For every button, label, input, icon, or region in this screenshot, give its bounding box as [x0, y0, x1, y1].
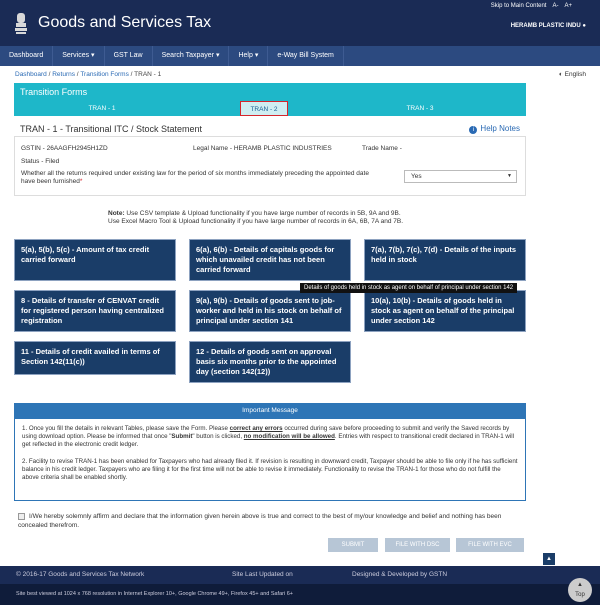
user-name: HERAMB PLASTIC INDU	[510, 23, 581, 29]
main-nav	[0, 46, 600, 66]
info-icon: i	[469, 126, 477, 134]
nav-search-taxpayer[interactable]: Search Taxpayer ▾	[153, 46, 230, 66]
message-emphasis-submit: Submit	[171, 433, 193, 440]
submit-button[interactable]: SUBMIT	[328, 538, 378, 552]
breadcrumb-transition-forms[interactable]: Transition Forms	[80, 71, 129, 78]
language-label: English	[564, 71, 586, 78]
site-header	[0, 0, 600, 46]
nav-dashboard[interactable]: Dashboard	[0, 46, 53, 66]
declaration-text: I/We hereby solemnly affirm and declare that the information given herein above is true and correct to the best of my/our knowledge and belief and nothing has been concealed therefrom.	[18, 513, 502, 529]
returns-question	[21, 170, 371, 186]
chevron-down-icon: ▼	[507, 173, 512, 179]
breadcrumb-returns[interactable]: Returns	[52, 71, 75, 78]
declaration	[18, 512, 518, 530]
upload-note	[108, 210, 403, 226]
font-increase-button[interactable]: A+	[564, 3, 572, 9]
transition-forms-panel	[14, 83, 526, 116]
user-menu[interactable]	[511, 23, 586, 29]
footer-designed: Designed & Developed by GSTN	[352, 571, 448, 578]
emblem-icon	[14, 11, 28, 36]
user-icon: ●	[582, 23, 586, 29]
footer-updated: Site Last Updated on	[232, 571, 293, 578]
important-message-title: Important Message	[14, 403, 526, 418]
message-paragraph-2: 2. Facility to revise TRAN-1 has been enabled for Taxpayers who had already filed it. If revision is resulting in downward credit, Taxpayer should be able to file only if he has sufficient balance in his credit ledger. Taxpayers who are filing it for the first time will not be able to revise it immediately. Functionality to revise the TRAN-1 for those who do not fulfill the above criteria shall be enabled shortly.	[22, 458, 518, 481]
file-with-evc-button[interactable]: FILE WITH EVC	[456, 538, 524, 552]
help-notes-label: Help Notes	[480, 124, 520, 133]
back-to-top-label: Top	[575, 592, 585, 598]
accessibility-bar	[491, 3, 572, 9]
nav-help[interactable]: Help ▾	[229, 46, 268, 66]
tile-table-7[interactable]: 7(a), 7(b), 7(c), 7(d) - Details of the inputs held in stock	[364, 239, 526, 281]
tile-table-9[interactable]: 9(a), 9(b) - Details of goods sent to job-worker and held in his stock on behalf of principal under section 141	[189, 290, 351, 332]
required-mark: *	[79, 178, 83, 185]
file-with-dsc-button[interactable]: FILE WITH DSC	[385, 538, 450, 552]
skip-link[interactable]: Skip to Main Content	[490, 3, 547, 9]
nav-gst-law[interactable]: GST Law	[105, 46, 153, 66]
nav-eway-bill[interactable]: e-Way Bill System	[268, 46, 344, 66]
tile-tooltip: Details of goods held in stock as agent on behalf of principal under section 142	[300, 283, 517, 293]
language-selector[interactable]	[559, 71, 586, 78]
chevron-up-icon: ▲	[577, 582, 583, 588]
trade-name: Trade Name -	[362, 145, 402, 152]
returns-furnished-select[interactable]	[404, 170, 517, 183]
taxpayer-details	[14, 136, 526, 196]
declaration-checkbox[interactable]	[18, 513, 25, 520]
back-to-top-button[interactable]	[568, 578, 592, 602]
tile-table-11[interactable]: 11 - Details of credit availed in terms of Section 142(11(c))	[14, 341, 176, 375]
message-text: 1. Once you fill the details in relevant Tables, please save the Form. Please	[22, 425, 230, 432]
breadcrumb-current: TRAN - 1	[134, 71, 162, 78]
font-decrease-button[interactable]: A-	[552, 3, 559, 9]
tile-table-5[interactable]: 5(a), 5(b), 5(c) - Amount of tax credit carried forward	[14, 239, 176, 281]
returns-question-text: Whether all the returns required under existing law for the period of six months immediately preceding the appointed date have been furnished	[21, 170, 369, 185]
panel-title: Transition Forms	[20, 87, 88, 97]
footer-best-viewed: Site best viewed at 1024 x 768 resolution in Internet Explorer 10+, Google Chrome 49+, Firefox 45+ and Safari 6+	[0, 584, 600, 605]
site-footer	[0, 566, 600, 584]
globe-icon: ◐	[558, 71, 563, 78]
breadcrumb: Dashboard / Returns / Transition Forms / TRAN - 1	[15, 71, 162, 78]
returns-furnished-value: Yes	[411, 173, 422, 180]
tab-tran-2[interactable]: TRAN - 2	[240, 101, 288, 116]
breadcrumb-bar	[0, 66, 600, 82]
message-emphasis-no-modification: no modification will be allowed	[243, 433, 335, 440]
footer-copyright: © 2016-17 Goods and Services Tax Network	[16, 571, 145, 578]
message-text: . Entries with respect to transitional credit declared in TRAN-1 will get reflected in the electronic credit ledger.	[22, 433, 514, 448]
message-text: " button is clicked,	[192, 433, 244, 440]
tile-table-6[interactable]: 6(a), 6(b) - Details of capitals goods for which unavailed credit has not been carried forward	[189, 239, 351, 281]
gstin: GSTIN - 26AAGFH2945H1ZD	[21, 145, 108, 152]
note-label: Note:	[108, 210, 125, 217]
important-message-body	[14, 418, 526, 501]
nav-services[interactable]: Services ▾	[53, 46, 104, 66]
status: Status - Filed	[21, 158, 60, 165]
tab-tran-3[interactable]: TRAN - 3	[406, 105, 434, 112]
message-text: occurred during save before proceeding to submit and verify the Saved records by using download option. Please be informed that once "	[22, 425, 510, 440]
note-line-2: Use Excel Macro Tool & Upload functionality if you have large number of records in 6A, 6B, 7A and 7B.	[108, 218, 404, 225]
tab-strip	[14, 101, 526, 116]
tab-tran-1[interactable]: TRAN - 1	[88, 105, 116, 112]
tile-table-8[interactable]: 8 - Details of transfer of CENVAT credit for registered person having centralized registration	[14, 290, 176, 332]
scroll-up-button[interactable]: ▲	[543, 553, 555, 565]
site-title[interactable]: Goods and Services Tax	[38, 14, 212, 31]
section-title: TRAN - 1 - Transitional ITC / Stock Statement	[20, 124, 203, 134]
help-notes-link[interactable]	[469, 124, 520, 134]
tile-table-10[interactable]: 10(a), 10(b) - Details of goods held in stock as agent on behalf of the principal under section 142	[364, 290, 526, 332]
legal-name: Legal Name - HERAMB PLASTIC INDUSTRIES	[193, 145, 332, 152]
tile-table-12[interactable]: 12 - Details of goods sent on approval basis six months prior to the appointed day (section 142(12))	[189, 341, 351, 383]
message-emphasis-errors: correct any errors	[229, 425, 283, 432]
message-paragraph-1	[22, 425, 518, 449]
note-line-1: Use CSV template & Upload functionality if you have large number of records in 5B, 9A and 9B.	[126, 210, 401, 217]
breadcrumb-dashboard[interactable]: Dashboard	[15, 71, 47, 78]
